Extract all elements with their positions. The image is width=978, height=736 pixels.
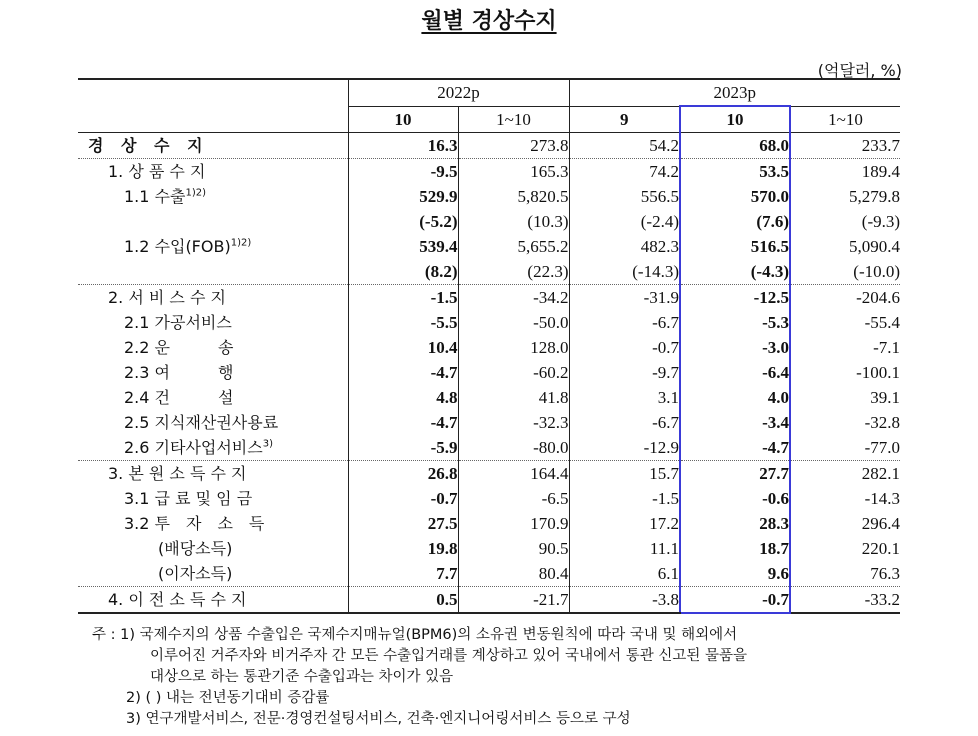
table-cell: -204.6 xyxy=(790,285,900,311)
table-row xyxy=(78,159,900,185)
table-cell: 5,279.8 xyxy=(790,184,900,209)
table-row xyxy=(78,435,900,461)
footnote-3 xyxy=(92,709,932,730)
footnote-3-text: 연구개발서비스, 전문·경영컨설팅서비스, 건축·엔지니어링서비스 등으로 구성 xyxy=(145,711,631,727)
table-cell: 80.4 xyxy=(458,561,569,587)
table-cell: -34.2 xyxy=(458,285,569,311)
table-cell: -100.1 xyxy=(790,360,900,385)
table-cell: -4.7 xyxy=(680,435,790,461)
table-cell: 19.8 xyxy=(348,536,458,561)
table-cell: -32.8 xyxy=(790,410,900,435)
table-cell: -50.0 xyxy=(458,310,569,335)
row-label-footnote-mark: 1)2) xyxy=(230,237,252,249)
table-cell: 6.1 xyxy=(569,561,680,587)
table-cell: (-5.2) xyxy=(348,209,458,234)
footnote-2-text: ( ) 내는 전년동기대비 증감률 xyxy=(145,690,330,706)
month-header: 1~10 xyxy=(790,106,900,133)
table-cell: 5,090.4 xyxy=(790,234,900,259)
month-header-row xyxy=(78,106,900,133)
table-cell: 10.4 xyxy=(348,335,458,360)
row-label xyxy=(78,561,348,587)
table-cell: -80.0 xyxy=(458,435,569,461)
table-cell: 4.0 xyxy=(680,385,790,410)
month-header: 10 xyxy=(680,106,790,133)
footnote-2 xyxy=(92,688,932,709)
table-cell: -6.5 xyxy=(458,486,569,511)
table-cell: 53.5 xyxy=(680,159,790,185)
row-label xyxy=(78,159,348,185)
row-label xyxy=(78,385,348,410)
table-row xyxy=(78,410,900,435)
year-2022p: 2022p xyxy=(348,79,569,106)
table-cell: -0.6 xyxy=(680,486,790,511)
row-label xyxy=(78,410,348,435)
footnote-prefix: 주 : xyxy=(92,627,116,643)
table-cell: -5.3 xyxy=(680,310,790,335)
table-cell: -77.0 xyxy=(790,435,900,461)
table-cell: -32.3 xyxy=(458,410,569,435)
table-cell: (10.3) xyxy=(458,209,569,234)
table-row xyxy=(78,209,900,234)
row-label-footnote-mark: 1)2) xyxy=(185,187,206,199)
row-label-text: 3. 본 원 소 득 수 지 xyxy=(108,464,247,483)
table-cell: 27.5 xyxy=(348,511,458,536)
table-cell: 5,655.2 xyxy=(458,234,569,259)
footnote-1-line-2: 이루어진 거주자와 비거주자 간 모든 수출입거래를 계상하고 있어 국내에서 통관 신고된 물품을 xyxy=(150,648,747,664)
table-cell: -3.0 xyxy=(680,335,790,360)
table-cell: -0.7 xyxy=(348,486,458,511)
footnote-3-number: 3) xyxy=(126,711,141,727)
table-cell: -1.5 xyxy=(348,285,458,311)
table-cell: -6.4 xyxy=(680,360,790,385)
table-cell: (-10.0) xyxy=(790,259,900,285)
table-cell: 128.0 xyxy=(458,335,569,360)
table-cell: -5.9 xyxy=(348,435,458,461)
table-cell: (-2.4) xyxy=(569,209,680,234)
row-label xyxy=(78,335,348,360)
table-cell: 74.2 xyxy=(569,159,680,185)
table-cell: 233.7 xyxy=(790,133,900,159)
table-row xyxy=(78,234,900,259)
row-label-text: 1. 상 품 수 지 xyxy=(108,162,206,181)
table-cell: 17.2 xyxy=(569,511,680,536)
row-label-text: (이자소득) xyxy=(158,564,233,583)
table-cell: 570.0 xyxy=(680,184,790,209)
table-row xyxy=(78,561,900,587)
table-row xyxy=(78,335,900,360)
row-label-text: (배당소득) xyxy=(158,539,233,558)
table-cell: 90.5 xyxy=(458,536,569,561)
row-label-text: 2. 서 비 스 수 지 xyxy=(108,288,226,307)
table-cell: 273.8 xyxy=(458,133,569,159)
table-cell: -55.4 xyxy=(790,310,900,335)
table-cell: (-14.3) xyxy=(569,259,680,285)
table-cell: -3.8 xyxy=(569,587,680,614)
table-cell: 11.1 xyxy=(569,536,680,561)
month-header: 9 xyxy=(569,106,680,133)
table-row xyxy=(78,310,900,335)
table-cell: -0.7 xyxy=(569,335,680,360)
row-label-text: 2.4 건 설 xyxy=(124,388,234,407)
table-row xyxy=(78,511,900,536)
row-label xyxy=(78,133,348,159)
row-label xyxy=(78,435,348,461)
table-cell: -4.7 xyxy=(348,360,458,385)
row-label-text: 경 상 수 지 xyxy=(88,136,209,155)
table-row xyxy=(78,461,900,487)
table-row xyxy=(78,285,900,311)
table-row xyxy=(78,259,900,285)
current-account-table xyxy=(78,78,900,614)
table-cell: 26.8 xyxy=(348,461,458,487)
table-cell: 39.1 xyxy=(790,385,900,410)
table-cell: 4.8 xyxy=(348,385,458,410)
table-cell: -0.7 xyxy=(680,587,790,614)
page-title: 월별 경상수지 xyxy=(421,9,557,34)
row-label xyxy=(78,587,348,614)
table-cell: -9.5 xyxy=(348,159,458,185)
table-cell: -1.5 xyxy=(569,486,680,511)
table-cell: 170.9 xyxy=(458,511,569,536)
table-cell: 539.4 xyxy=(348,234,458,259)
row-label xyxy=(78,486,348,511)
footnote-1-number: 1) xyxy=(120,627,136,643)
table-cell: 68.0 xyxy=(680,133,790,159)
table-cell: 7.7 xyxy=(348,561,458,587)
row-label xyxy=(78,360,348,385)
row-label xyxy=(78,234,348,259)
unit-label: (억달러, %) xyxy=(817,61,902,80)
table-row xyxy=(78,360,900,385)
row-label-footnote-mark: 3) xyxy=(262,438,273,450)
corner-cell xyxy=(78,79,348,106)
footnote-1-line-1 xyxy=(92,625,932,646)
table-cell: -7.1 xyxy=(790,335,900,360)
table-cell: 5,820.5 xyxy=(458,184,569,209)
table-cell: 165.3 xyxy=(458,159,569,185)
table-cell: -14.3 xyxy=(790,486,900,511)
table-cell: 482.3 xyxy=(569,234,680,259)
table-cell: (22.3) xyxy=(458,259,569,285)
table-cell: -6.7 xyxy=(569,410,680,435)
table-cell: 0.5 xyxy=(348,587,458,614)
row-label-text: 3.1 급 료 및 임 금 xyxy=(124,489,253,508)
table-cell: -6.7 xyxy=(569,310,680,335)
table-cell: -5.5 xyxy=(348,310,458,335)
table-cell: (8.2) xyxy=(348,259,458,285)
table-cell: -21.7 xyxy=(458,587,569,614)
footnote-1-line-3: 대상으로 하는 통관기준 수출입과는 차이가 있음 xyxy=(150,669,454,685)
table-cell: 54.2 xyxy=(569,133,680,159)
year-2023p: 2023p xyxy=(569,79,900,106)
table-cell: -9.7 xyxy=(569,360,680,385)
row-label-text: 2.3 여 행 xyxy=(124,363,234,382)
table-row xyxy=(78,184,900,209)
row-label-text: 2.2 운 송 xyxy=(124,338,234,357)
row-label xyxy=(78,511,348,536)
table-cell: -31.9 xyxy=(569,285,680,311)
table-row xyxy=(78,587,900,614)
table-cell: 27.7 xyxy=(680,461,790,487)
table-cell: 529.9 xyxy=(348,184,458,209)
table-cell: 16.3 xyxy=(348,133,458,159)
table-cell: -33.2 xyxy=(790,587,900,614)
table-row xyxy=(78,486,900,511)
table-cell: 9.6 xyxy=(680,561,790,587)
table-row xyxy=(78,536,900,561)
footnotes xyxy=(92,625,932,730)
table-cell: -3.4 xyxy=(680,410,790,435)
table-cell: -60.2 xyxy=(458,360,569,385)
table-cell: (-4.3) xyxy=(680,259,790,285)
table-row xyxy=(78,385,900,410)
table-cell: -4.7 xyxy=(348,410,458,435)
row-label-text: 1.1 수출 xyxy=(124,187,186,206)
month-header: 1~10 xyxy=(458,106,569,133)
table-cell: 282.1 xyxy=(790,461,900,487)
year-header-row xyxy=(78,79,900,106)
footnote-1-text: 국제수지의 상품 수출입은 국제수지매뉴얼(BPM6)의 소유권 변동원칙에 따라 국내 및 해외에서 xyxy=(139,627,738,643)
table-cell: (7.6) xyxy=(680,209,790,234)
table-cell: 15.7 xyxy=(569,461,680,487)
table-cell: 18.7 xyxy=(680,536,790,561)
table-cell: 556.5 xyxy=(569,184,680,209)
row-label-text: 1.2 수입(FOB) xyxy=(124,237,231,256)
table-cell: 76.3 xyxy=(790,561,900,587)
row-label-text: 4. 이 전 소 득 수 지 xyxy=(108,590,247,609)
row-label-text: 2.6 기타사업서비스 xyxy=(124,438,263,457)
row-label xyxy=(78,259,348,285)
footnote-2-number: 2) xyxy=(126,690,141,706)
table-cell: 516.5 xyxy=(680,234,790,259)
row-label xyxy=(78,536,348,561)
table-cell: 28.3 xyxy=(680,511,790,536)
row-label xyxy=(78,209,348,234)
row-label xyxy=(78,310,348,335)
row-label xyxy=(78,285,348,311)
corner-cell-2 xyxy=(78,106,348,133)
table-cell: 41.8 xyxy=(458,385,569,410)
row-label xyxy=(78,461,348,487)
table-cell: 164.4 xyxy=(458,461,569,487)
table-cell: (-9.3) xyxy=(790,209,900,234)
table-cell: -12.9 xyxy=(569,435,680,461)
month-header: 10 xyxy=(348,106,458,133)
table-cell: 3.1 xyxy=(569,385,680,410)
row-label-text: 2.1 가공서비스 xyxy=(124,313,232,332)
table-row xyxy=(78,133,900,159)
row-label-text: 3.2 투 자 소 득 xyxy=(124,514,265,533)
table-cell: 296.4 xyxy=(790,511,900,536)
table-cell: 189.4 xyxy=(790,159,900,185)
row-label-text: 2.5 지식재산권사용료 xyxy=(124,413,279,432)
table-cell: -12.5 xyxy=(680,285,790,311)
row-label xyxy=(78,184,348,209)
table-cell: 220.1 xyxy=(790,536,900,561)
